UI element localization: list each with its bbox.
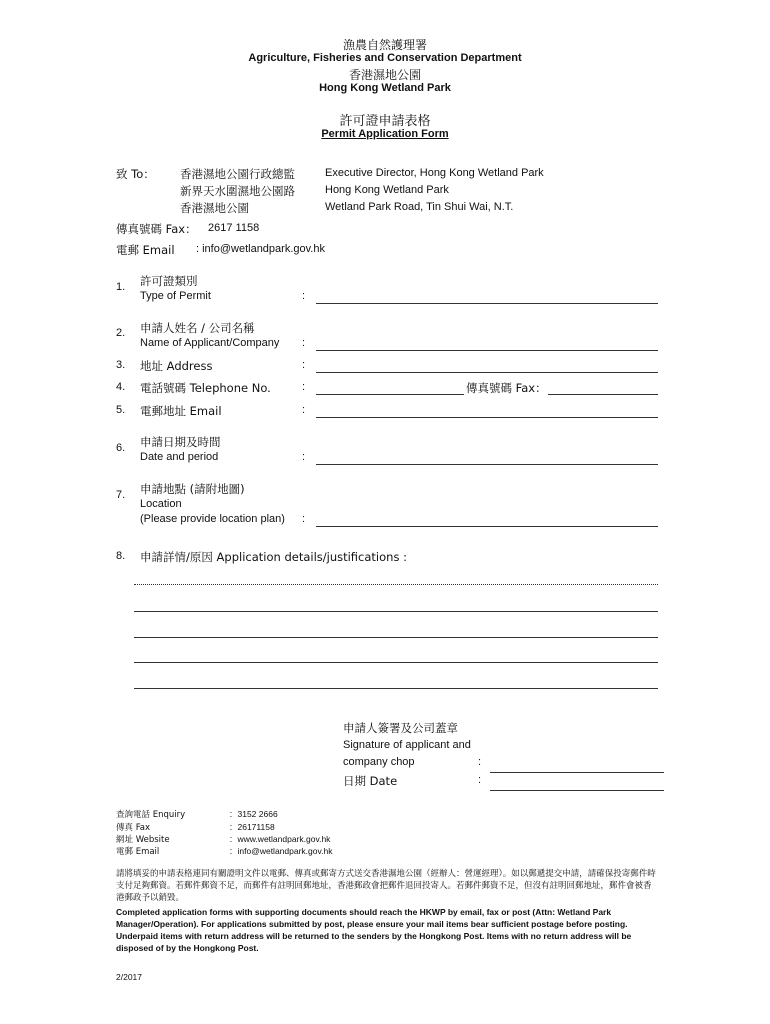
field-4-phone-input-line[interactable]	[316, 394, 464, 395]
to-address-zh-2: 新界天水圍濕地公園路	[180, 184, 295, 198]
field-1-label-zh: 許可證類別	[140, 274, 198, 288]
email-value: : info@wetlandpark.gov.hk	[196, 243, 325, 255]
field-1-label-en: Type of Permit	[140, 290, 211, 302]
form-title-zh: 許可證申請表格	[339, 114, 431, 129]
to-address-en-1: Executive Director, Hong Kong Wetland Park	[325, 167, 544, 179]
field-3-colon: :	[302, 359, 306, 371]
field-1-colon: :	[302, 290, 306, 302]
fax-value: 2617 1158	[208, 222, 260, 234]
field-5-input-line[interactable]	[316, 417, 658, 418]
details-line-5[interactable]	[134, 688, 658, 689]
signature-label-en-2: company chop	[343, 756, 415, 768]
email-label: 電郵 Email	[116, 243, 175, 257]
details-line-3[interactable]	[134, 637, 658, 638]
field-2-colon: :	[302, 337, 306, 349]
field-4-label: 電話號碼 Telephone No.	[140, 381, 271, 395]
signature-label-en-1: Signature of applicant and	[343, 739, 471, 751]
website-value: ：www.wetlandpark.gov.hk	[229, 834, 331, 844]
date-colon: :	[478, 774, 482, 786]
field-4-fax-input-line[interactable]	[548, 394, 658, 395]
field-2-label-zh: 申請人姓名 / 公司名稱	[140, 321, 255, 335]
details-line-1[interactable]	[134, 584, 658, 585]
notes-zh: 請將填妥的申請表格連同有關證明文件以電郵、傳真或郵寄方式送交香港濕地公園（經辦人：營運經理）。如以郵遞提交申請，請確保投寄郵件時支付足夠郵資。若郵件郵資不足，而郵件有註明回郵地址，香港郵政會把郵件退回投寄人。若郵件郵資不足，但沒有註明回郵地址，郵件會被香港郵政予以銷毀。	[116, 869, 656, 903]
field-6-label-en: Date and period	[140, 451, 219, 463]
field-4-number: 4.	[116, 381, 126, 393]
contact-email-value: ：info@wetlandpark.gov.hk	[229, 846, 333, 856]
department-title-en: Agriculture, Fisheries and Conservation Department	[248, 52, 522, 64]
signature-label-zh: 申請人簽署及公司蓋章	[343, 721, 458, 735]
field-3-input-line[interactable]	[316, 372, 658, 373]
field-6-input-line[interactable]	[316, 464, 658, 465]
details-line-2[interactable]	[134, 611, 658, 612]
contact-fax-label: 傳真 Fax	[116, 823, 151, 833]
field-2-input-line[interactable]	[316, 350, 658, 351]
to-address-en-2: Hong Kong Wetland Park	[325, 184, 449, 196]
field-6-colon: :	[302, 451, 306, 463]
form-title-en: Permit Application Form	[321, 128, 449, 140]
field-7-input-line[interactable]	[316, 526, 658, 527]
field-3-label: 地址 Address	[140, 359, 213, 373]
field-5-colon: :	[302, 404, 306, 416]
details-line-4[interactable]	[134, 662, 658, 663]
to-address-en-3: Wetland Park Road, Tin Shui Wai, N.T.	[325, 201, 514, 213]
field-2-label-en: Name of Applicant/Company	[140, 337, 280, 349]
field-7-number: 7.	[116, 489, 126, 501]
field-6-number: 6.	[116, 442, 126, 454]
field-7-label-en-2: (Please provide location plan)	[140, 513, 285, 525]
enquiry-label: 查詢電話 Enquiry	[116, 810, 186, 820]
date-label: 日期 Date	[343, 774, 398, 788]
field-7-label-en-1: Location	[140, 498, 182, 510]
to-address-zh-1: 香港濕地公園行政總監	[180, 167, 295, 181]
field-8-label: 申請詳情/原因 Application details/justifications :	[140, 550, 407, 564]
form-version: 2/2017	[116, 972, 142, 982]
field-2-number: 2.	[116, 327, 126, 339]
field-7-label-zh: 申請地點 (請附地圖)	[140, 482, 245, 496]
field-8-number: 8.	[116, 550, 126, 562]
contact-email-label: 電郵 Email	[116, 847, 160, 857]
date-input-line[interactable]	[490, 790, 664, 791]
contact-fax-value: ：26171158	[229, 822, 275, 832]
field-5-label: 電郵地址 Email	[140, 404, 222, 418]
to-label: 致 To：	[116, 167, 155, 181]
fax-label: 傳真號碼 Fax：	[116, 222, 197, 236]
field-1-number: 1.	[116, 281, 126, 293]
field-5-number: 5.	[116, 404, 126, 416]
website-label: 網址 Website	[116, 835, 170, 845]
department-title-zh: 漁農自然護理署	[342, 38, 427, 52]
signature-input-line[interactable]	[490, 772, 664, 773]
field-1-input-line[interactable]	[316, 303, 658, 304]
signature-colon: :	[478, 756, 482, 768]
field-4-fax-label: 傳真號碼 Fax：	[466, 381, 547, 395]
field-4-colon: :	[302, 381, 306, 393]
park-title-zh: 香港濕地公園	[348, 68, 421, 82]
enquiry-value: ：3152 2666	[229, 809, 278, 819]
to-address-zh-3: 香港濕地公園	[180, 201, 249, 215]
notes-en: Completed application forms with supporting documents should reach the HKWP by email, fax or post (Attn: Wetland Park Manager/Operation). For applications submitted by post, please ensure your mail items bear sufficient postage before posting. Underpaid items with return address will be returned to the senders by the Hongkong Post. Items with no return address will be disposed of by the Hongkong Post.	[116, 907, 632, 953]
field-3-number: 3.	[116, 359, 126, 371]
park-title-en: Hong Kong Wetland Park	[319, 82, 451, 94]
field-7-colon: :	[302, 513, 306, 525]
field-6-label-zh: 申請日期及時間	[140, 435, 221, 449]
